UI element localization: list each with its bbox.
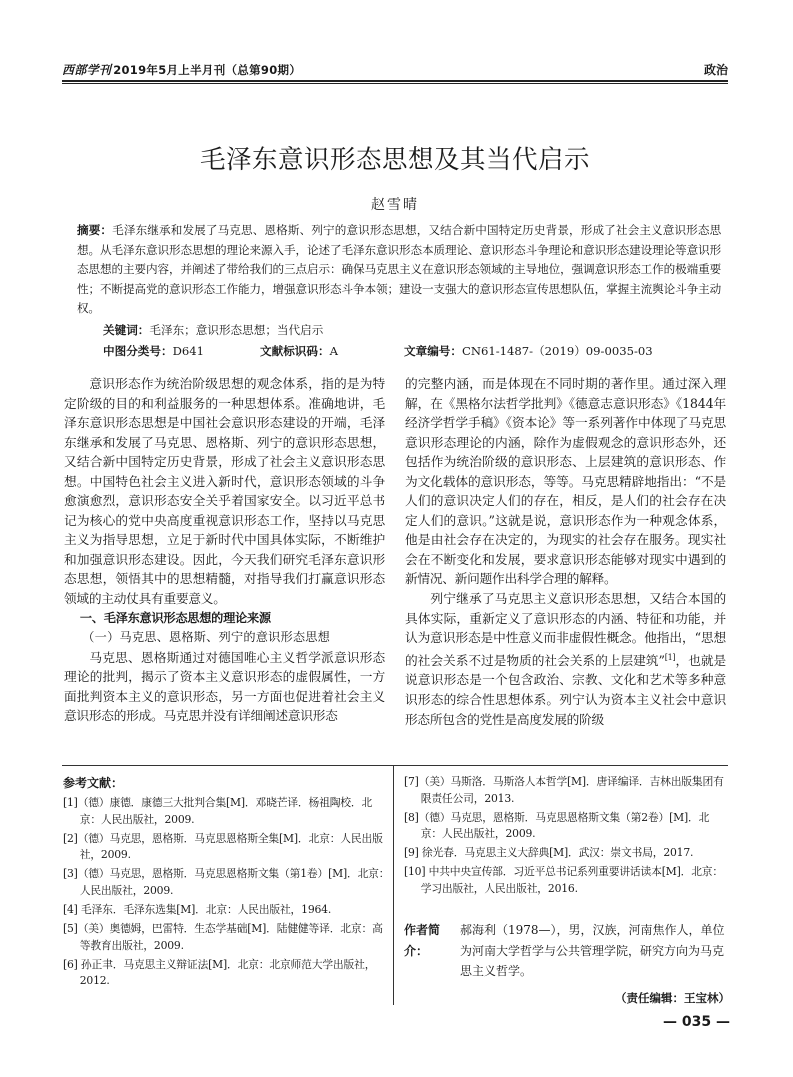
references-right: [404, 774, 727, 900]
keywords-label: 关键词：: [103, 323, 150, 337]
section-heading: 一、毛泽东意识形态思想的理论来源: [79, 610, 271, 625]
body-column-left: [64, 374, 385, 726]
reference-item: [10] 中共中央宣传部．习近平总书记系列重要讲话读本[M]．北京：学习出版社，人民出版社，2016.: [404, 865, 723, 896]
subsection-heading: （一）马克思、恩格斯、列宁的意识形态思想: [82, 630, 331, 645]
article-author: 赵雪晴: [371, 197, 419, 213]
reference-item: [9] 徐光春．马克思主义大辞典[M]．武汉：崇文书局，2017.: [404, 846, 694, 860]
art-label: 文章编号：: [404, 344, 462, 358]
clc-code: [103, 343, 204, 359]
reference-item: [2]（德）马克思，恩格斯．马克思恩格斯全集[M]．北京：人民出版社，2009.: [63, 831, 383, 862]
reference-item: [4] 毛泽东．毛泽东选集[M]．北京：人民出版社，1964.: [63, 903, 332, 917]
body-column-right: [405, 374, 726, 729]
column-divider: [393, 765, 394, 1005]
clc-label: 中图分类号：: [103, 344, 173, 358]
paragraph-text: 列宁继承了马克思主义意识形态思想，又结合本国的具体实际，重新定义了意识形态的内涵、特征和功能，并认为意识形态是中性意义而非虚假性概念。他指出，“思想的社会关系不过是物质的社会关系的上层建筑”: [405, 591, 726, 668]
footer-rule: [62, 765, 728, 766]
header-rule-thin: [62, 83, 728, 84]
issue-info: 2019年5月上半月刊（总第90期）: [113, 63, 302, 77]
paragraph: [405, 589, 726, 729]
reference-item: [8]（德）马克思，恩格斯．马克思恩格斯文集（第2卷）[M]．北京：人民出版社，2009.: [404, 810, 710, 841]
references-left: [63, 795, 390, 993]
abstract-text: 毛泽东继承和发展了马克思、恩格斯、列宁的意识形态思想，又结合新中国特定历史背景，形成了社会主义意识形态思想。从毛泽东意识形态思想的理论来源入手，论述了毛泽东意识形态本质理论、意识形态斗争理论和意识形态建设理论等意识形态思想的主要内容，并阐述了带给我们的三点启示：确保马克思主义在意识形态领域的主导地位，强调意识形态工作的极端重要性；不断提高党的意识形态工作能力，增强意识形态斗争本领；建设一支强大的意识形态宣传思想队伍，掌握主流舆论斗争主动权。: [77, 223, 722, 315]
reference-item: [3]（德）马克思，恩格斯．马克思恩格斯文集（第1卷）[M]．北京：人民出版社，2009.: [63, 867, 390, 897]
doc-code: [260, 343, 338, 359]
doc-label: 文献标识码：: [260, 344, 330, 358]
section-label: 政治: [703, 63, 728, 77]
citation-mark: [1]: [664, 652, 676, 662]
header-rule: [62, 80, 728, 82]
art-value: CN61-1487-（2019）09-0035-03: [461, 344, 653, 358]
article-number: [404, 343, 653, 359]
paragraph: 的完整内涵，而是体现在不同时期的著作里。通过深入理解，在《黑格尔法哲学批判》《德意志意识形态》《1844年经济学哲学手稿》《资本论》等一系列著作中体现了马克思意识形态理论的内涵，除作为虚假观念的意识形态外，还包括作为统治阶级的意识形态、上层建筑的意识形态、作为文化载体的意识形态，等等。马克思精辟地指出：“不是人们的意识决定人们的存在，相反，是人们的社会存在决定人们的意识。”这就是说，意识形态作为一种观念体系，他是由社会存在决定的，为现实的社会存在服务。现实社会在不断变化和发展，要求意识形态能够对现实中遇到的新情况、新问题作出科学合理的解释。: [405, 376, 726, 587]
header-left: [62, 61, 301, 78]
keywords: [103, 322, 323, 338]
abstract: [77, 221, 721, 319]
author-bio: [404, 920, 727, 982]
references-heading: 参考文献：: [63, 776, 124, 790]
journal-name: 西部学刊: [62, 63, 112, 77]
article-title: 毛泽东意识形态思想及其当代启示: [199, 145, 590, 175]
reference-item: [5]（美）奥德姆，巴雷特．生态学基础[M]．陆健健等译．北京：高等教育出版社，2009.: [63, 922, 383, 952]
reference-item: [1]（德）康德．康德三大批判合集[M]．邓晓芒译．杨祖陶校．北京：人民出版社，2009.: [63, 796, 373, 826]
paragraph: 意识形态作为统治阶级思想的观念体系，指的是为特定阶级的目的和利益服务的一种思想体系。准确地讲，毛泽东意识形态思想是中国社会意识形态建设的开端，毛泽东继承和发展了马克思、恩格斯、列宁的意识形态思想，又结合新中国特定历史背景，形成了社会主义意识形态思想。中国特色社会主义进入新时代，意识形态领域的斗争愈演愈烈，意识形态安全关乎着国家安全。以习近平总书记为核心的党中央高度重视意识形态工作，坚持以马克思主义为指导思想，立足于新时代中国具体实际，不断维护和加强意识形态建设。因此，今天我们研究毛泽东意识形态思想，领悟其中的思想精髓，对指导我们打赢意识形态领域的主动仗具有重要意义。: [64, 376, 385, 607]
reference-item: [7]（美）马斯洛．马斯洛人本哲学[M]．唐译编译．吉林出版集团有限责任公司，2013.: [404, 775, 724, 805]
bio-label: 作者简介：: [404, 923, 441, 958]
clc-value: D641: [172, 344, 205, 358]
keywords-text: 毛泽东；意识形态思想；当代启示: [149, 323, 324, 337]
reference-item: [6] 孙正聿．马克思主义辩证法[M]．北京：北京师范大学出版社，2012.: [63, 957, 376, 988]
running-header: [62, 61, 728, 81]
paragraph-text: ，也就是说意识形态是一个包含政治、宗教、文化和艺术等多种意识形态的综合性思想体系。列宁认为资本主义社会中意识形态所包含的党性是高度发展的阶级: [405, 652, 726, 727]
doc-value: A: [329, 344, 338, 358]
paragraph: 马克思、恩格斯通过对德国唯心主义哲学派意识形态理论的批判，揭示了资本主义意识形态的虚假属性，一方面批判资本主义的意识形态，另一方面也促进着社会主义意识形态的形成。马克思并没有详细阐述意识形态: [64, 649, 385, 724]
bio-text: 郝海利（1978—），男，汉族，河南焦作人，单位为河南大学哲学与公共管理学院，研究方向为马克思主义哲学。: [460, 923, 725, 978]
classification-line: [103, 343, 723, 361]
abstract-label: 摘要：: [77, 223, 113, 237]
responsible-editor: （责任编辑：王宝林）: [615, 991, 730, 1005]
page-number: — 035 —: [663, 1014, 730, 1030]
